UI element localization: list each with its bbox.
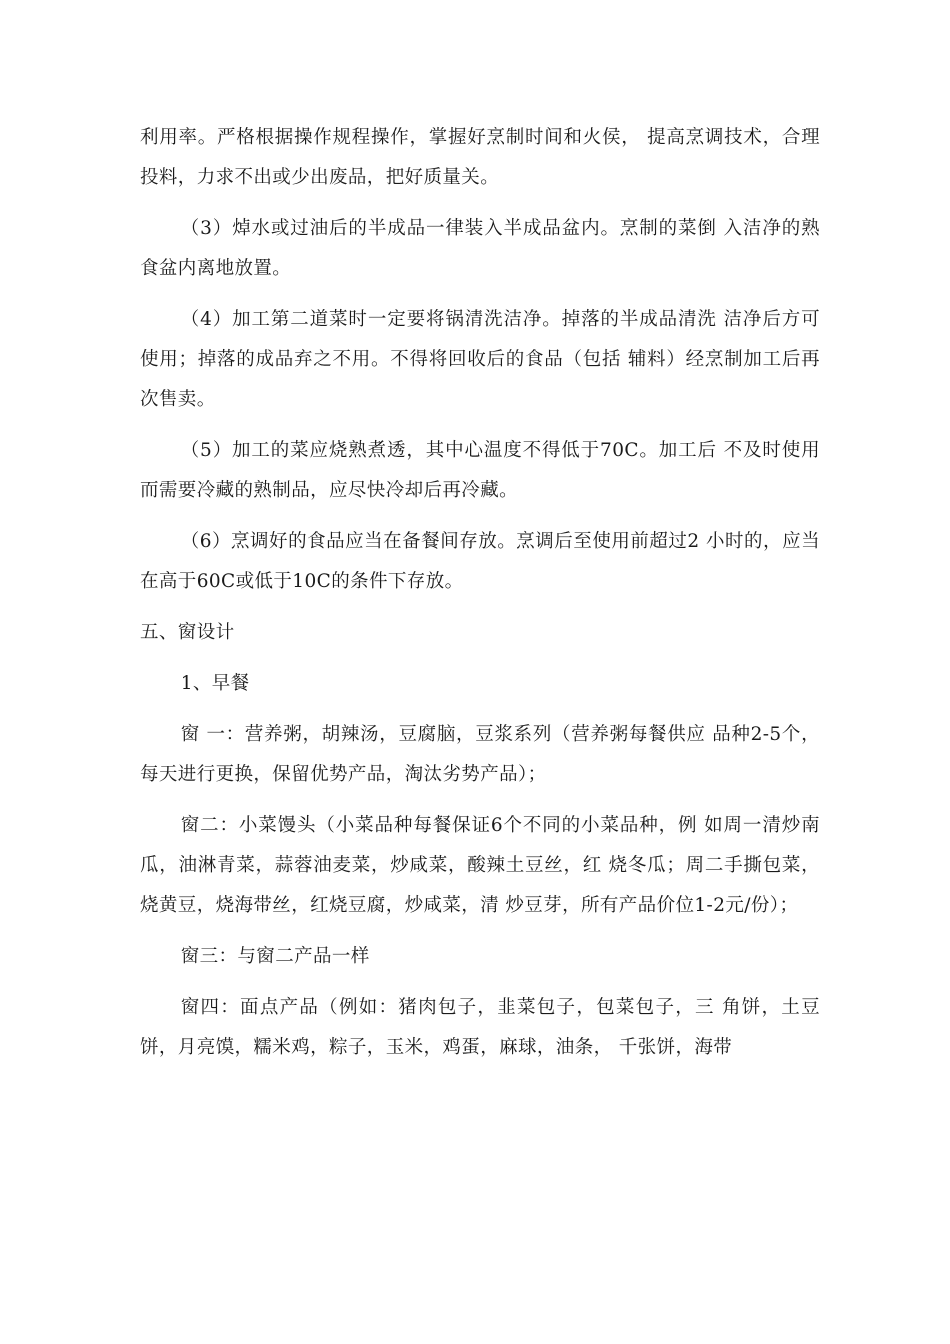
paragraph-window-two: 窗二：小菜馒头（小菜品种每餐保证6个不同的小菜品种，例 如周一清炒南瓜，油淋青菜，蒜蓉油麦菜，炒咸菜，酸辣土豆丝，红 烧冬瓜；周二手撕包菜，烧黄豆，烧海带丝，红烧豆腐，炒咸菜，清 炒豆芽，所有产品价位1-2元/份）； — [140, 815, 820, 916]
paragraph-item-5: （5）加工的菜应烧熟煮透，其中心温度不得低于70C。加工后 不及时使用而需要冷藏的熟制品，应尽快冷却后再冷藏。 — [140, 440, 820, 501]
paragraph-window-three: 窗三：与窗二产品一样 — [180, 946, 370, 967]
paragraph-item-4: （4）加工第二道菜时一定要将锅清洗洁净。掉落的半成品清洗 洁净后方可使用；掉落的成品弃之不用。不得将回收后的食品（包括 辅料）经烹制加工后再次售卖。 — [140, 309, 820, 410]
section-heading-window-design: 五、窗设计 — [140, 622, 235, 643]
paragraph-item-6: （6）烹调好的食品应当在备餐间存放。烹调后至使用前超过2 小时的，应当在高于60C或低于10C的条件下存放。 — [140, 531, 820, 592]
paragraph-item-3: （3）焯水或过油后的半成品一律装入半成品盆内。烹制的菜倒 入洁净的熟食盆内离地放置。 — [140, 218, 820, 279]
paragraph-window-one: 窗 一：营养粥，胡辣汤，豆腐脑，豆浆系列（营养粥每餐供应 品种2-5个，每天进行更换，保留优势产品，淘汰劣势产品）； — [140, 724, 820, 785]
document-body — [140, 118, 820, 1079]
subheading-breakfast: 1、早餐 — [180, 673, 250, 694]
paragraph-window-four: 窗四：面点产品（例如：猪肉包子，韭菜包子，包菜包子，三 角饼，土豆饼，月亮馍，糯米鸡，粽子，玉米，鸡蛋，麻球，油条， 千张饼，海带 — [140, 997, 820, 1058]
paragraph-utilization: 利用率。严格根据操作规程操作，掌握好烹制时间和火侯， 提高烹调技术，合理投料，力求不出或少出废品，把好质量关。 — [140, 127, 820, 188]
